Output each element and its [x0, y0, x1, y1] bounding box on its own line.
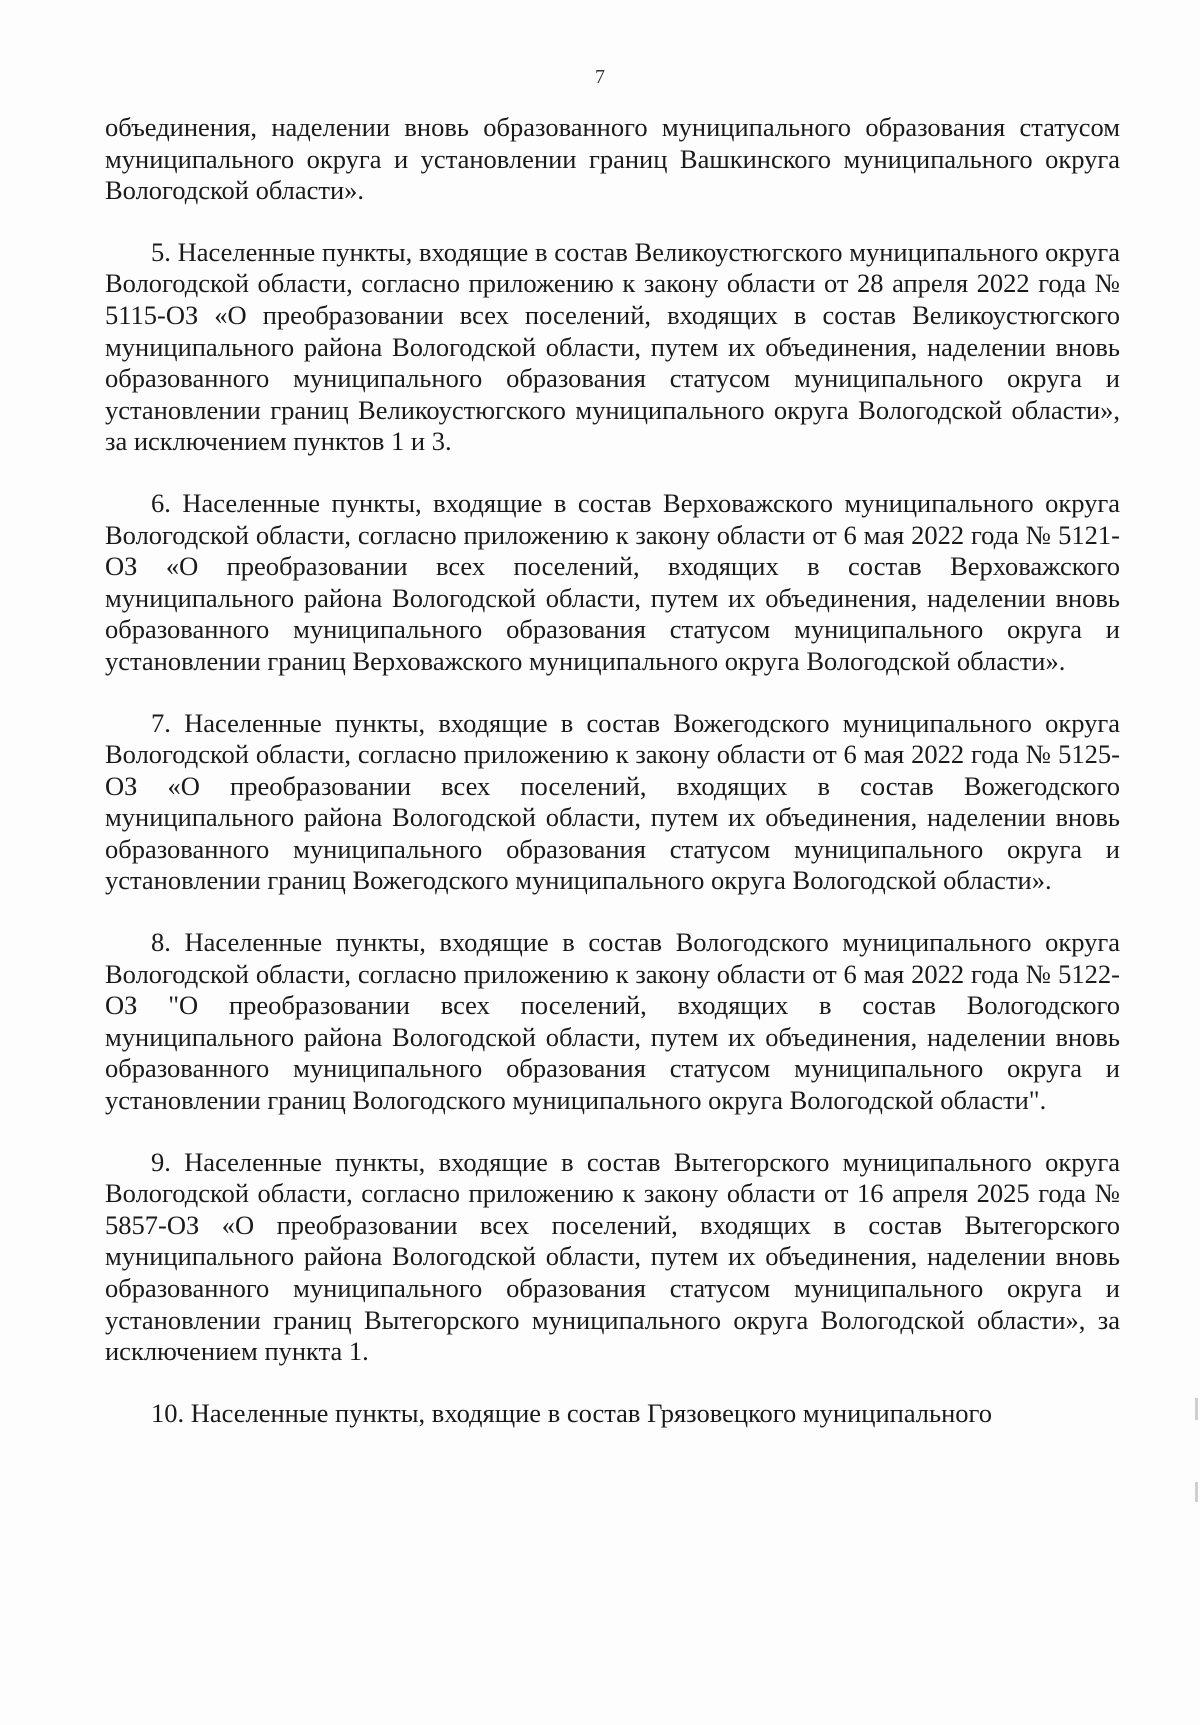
paragraph-item-7: 7. Населенные пункты, входящие в состав Вожегодского муниципального округа Вологодской области, согласно приложению к закону области от 6 мая 2022 года № 5125-ОЗ «О преобразовании всех поселений, входящих в состав Вожегодского муниципального района Вологодской области, путем их объединения, наделении вновь образованного муниципального образования статусом муниципального округа и установлении границ Вожегодского муниципального округа Вологодской области».: [105, 707, 1120, 896]
paragraph-item-10: 10. Населенные пункты, входящие в состав Грязовецкого муниципального: [151, 1397, 993, 1428]
paragraph-item-6: 6. Населенные пункты, входящие в состав Верховажского муниципального округа Вологодской области, согласно приложению к закону области от 6 мая 2022 года № 5121-ОЗ «О преобразовании всех поселений, входящих в состав Верховажского муниципального района Вологодской области, путем их объединения, наделении вновь образованного муниципального образования статусом муниципального округа и установлении границ Верховажского муниципального округа Вологодской области».: [105, 487, 1120, 676]
paragraph-continuation: объединения, наделении вновь образованного муниципального образования статусом муниципального округа и установлении границ Вашкинского муниципального округа Вологодской области».: [105, 112, 1120, 206]
paragraph-item-5: 5. Населенные пункты, входящие в состав Великоустюгского муниципального округа Вологодской области, согласно приложению к закону области от 28 апреля 2022 года № 5115-ОЗ «О преобразовании всех поселений, входящих в состав Великоустюгского муниципального района Вологодской области, путем их объединения, наделении вновь образованного муниципального образования статусом муниципального округа и установлении границ Великоустюгского муниципального округа Вологодской области», за исключением пунктов 1 и 3.: [105, 236, 1120, 457]
paragraph-item-9: 9. Населенные пункты, входящие в состав Вытегорского муниципального округа Вологодской области, согласно приложению к закону области от 16 апреля 2025 года № 5857-ОЗ «О преобразовании всех поселений, входящих в состав Вытегорского муниципального района Вологодской области, путем их объединения, наделении вновь образованного муниципального образования статусом муниципального округа и установлении границ Вытегорского муниципального округа Вологодской области», за исключением пункта 1.: [105, 1146, 1120, 1367]
page-number: 7: [595, 66, 605, 88]
scan-edge-mark: [1195, 1398, 1198, 1420]
scan-edge-mark: [1195, 1482, 1198, 1502]
document-body: [105, 112, 1120, 1429]
paragraph-item-8: 8. Населенные пункты, входящие в состав Вологодского муниципального округа Вологодской области, согласно приложению к закону области от 6 мая 2022 года № 5122-ОЗ "О преобразовании всех поселений, входящих в состав Вологодского муниципального района Вологодской области, путем их объединения, наделении вновь образованного муниципального образования статусом муниципального округа и установлении границ Вологодского муниципального округа Вологодской области".: [105, 927, 1120, 1116]
